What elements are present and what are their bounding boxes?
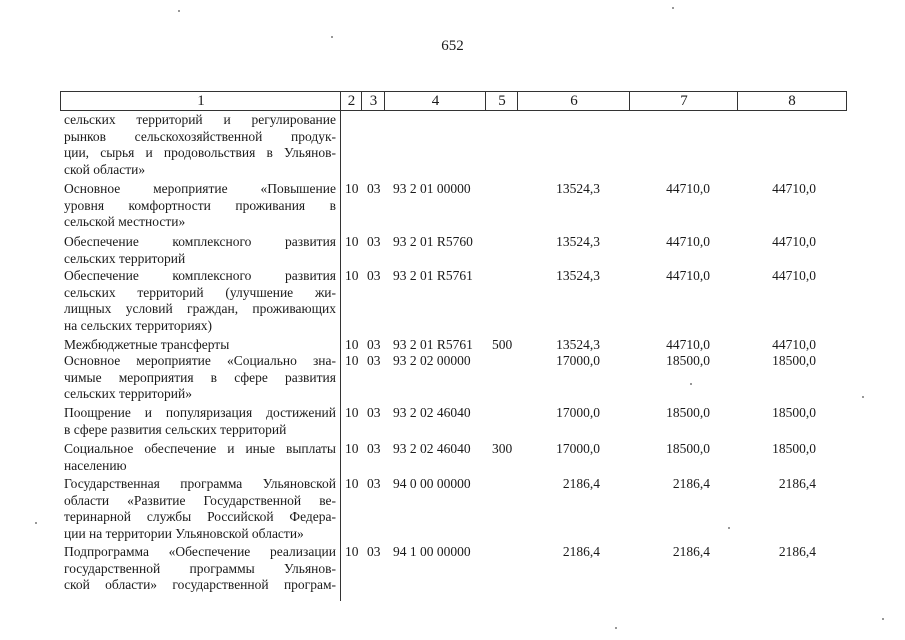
column-divider <box>517 91 518 111</box>
description-line: государственной программы Ульянов- <box>64 560 336 576</box>
amount-col-8: 44710,0 <box>772 181 816 196</box>
description-line: рынков сельскохозяйственной продук- <box>64 128 336 144</box>
amount-col-7: 2186,4 <box>672 544 710 559</box>
description-line: ции на территории Ульяновской области» <box>64 525 304 541</box>
amount-col-6: 2186,4 <box>562 476 600 491</box>
column-divider <box>629 91 630 111</box>
amount-col-8: 44710,0 <box>772 234 816 249</box>
header-col-2: 2 <box>347 93 356 109</box>
scan-speck <box>672 7 674 9</box>
description-line: Основное мероприятие «Повышение <box>64 181 336 196</box>
header-col-5: 5 <box>498 93 506 109</box>
target-article-code: 93 2 02 46040 <box>393 441 471 456</box>
description-line: Основное мероприятие «Социально зна- <box>64 353 336 368</box>
amount-col-8: 2186,4 <box>778 476 816 491</box>
description-line: уровня комфортности проживания в <box>64 197 336 213</box>
column-divider <box>361 91 362 111</box>
row-description <box>64 405 336 438</box>
target-article-code: 93 2 02 46040 <box>393 405 471 420</box>
amount-col-6: 13524,3 <box>556 181 600 196</box>
subsection-code: 03 <box>367 268 381 283</box>
header-col-7: 7 <box>680 93 688 109</box>
amount-col-7: 44710,0 <box>666 181 710 196</box>
section-code: 10 <box>345 353 359 368</box>
column-divider <box>737 91 738 111</box>
description-line: области «Развитие Государственной ве- <box>64 492 336 508</box>
description-line: сельских территорий» <box>64 386 192 402</box>
section-code: 10 <box>345 405 359 420</box>
row-description <box>64 112 336 178</box>
subsection-code: 03 <box>367 181 381 196</box>
expense-type-code: 500 <box>492 337 513 352</box>
scan-speck <box>615 627 617 629</box>
subsection-code: 03 <box>367 353 381 368</box>
subsection-code: 03 <box>367 405 381 420</box>
description-line: Обеспечение комплексного развития <box>64 234 336 249</box>
description-line: ской области» <box>64 161 146 177</box>
amount-col-7: 44710,0 <box>666 268 710 283</box>
target-article-code: 93 2 01 R5761 <box>393 337 473 352</box>
amount-col-6: 17000,0 <box>556 441 600 456</box>
subsection-code: 03 <box>367 234 381 249</box>
header-col-4: 4 <box>431 93 440 109</box>
amount-col-6: 17000,0 <box>556 405 600 420</box>
header-col-8: 8 <box>788 93 796 109</box>
row-description <box>64 476 336 542</box>
amount-col-7: 18500,0 <box>666 441 710 456</box>
row-description <box>64 337 336 354</box>
amount-col-7: 44710,0 <box>666 234 710 249</box>
description-line: сельских территорий (улучшение жи- <box>64 284 336 300</box>
description-line: Поощрение и популяризация достижений <box>64 405 336 420</box>
description-line: сельских территорий <box>64 250 186 266</box>
column-divider <box>384 91 385 111</box>
header-col-3: 3 <box>369 93 378 109</box>
row-description <box>64 441 336 474</box>
description-line: Подпрограмма «Обеспечение реализации <box>64 544 336 559</box>
target-article-code: 94 1 00 00000 <box>393 544 471 559</box>
row-description <box>64 181 336 231</box>
scan-speck <box>178 10 180 12</box>
column-divider <box>340 91 341 601</box>
description-line: сельской местности» <box>64 214 186 230</box>
scan-speck <box>35 522 37 524</box>
description-line: на сельских территориях) <box>64 317 213 333</box>
column-divider <box>485 91 486 111</box>
target-article-code: 93 2 01 00000 <box>393 181 471 196</box>
scan-speck <box>690 383 692 385</box>
target-article-code: 94 0 00 00000 <box>393 476 471 491</box>
target-article-code: 93 2 02 00000 <box>393 353 471 368</box>
description-line: Межбюджетные трансферты <box>64 337 230 352</box>
header-col-6: 6 <box>570 93 578 109</box>
description-line: ской области» государственной програм- <box>64 577 336 593</box>
subsection-code: 03 <box>367 476 381 491</box>
amount-col-6: 13524,3 <box>556 337 600 352</box>
description-line: населению <box>64 457 127 473</box>
description-line: ции, сырья и продовольствия в Ульянов- <box>64 145 336 161</box>
section-code: 10 <box>345 337 359 352</box>
scan-speck <box>331 36 333 38</box>
amount-col-7: 2186,4 <box>672 476 710 491</box>
scan-speck <box>862 396 864 398</box>
description-line: теринарной службы Российской Федера- <box>64 509 336 525</box>
page-number: 652 <box>441 38 464 54</box>
description-line: Государственная программа Ульяновской <box>64 476 336 491</box>
amount-col-8: 18500,0 <box>772 441 816 456</box>
description-line: в сфере развития сельских территорий <box>64 421 287 437</box>
amount-col-8: 18500,0 <box>772 353 816 368</box>
section-code: 10 <box>345 544 359 559</box>
expense-type-code: 300 <box>492 441 513 456</box>
description-line: Социальное обеспечение и иные выплаты <box>64 441 336 456</box>
description-line: Обеспечение комплексного развития <box>64 268 336 283</box>
amount-col-7: 18500,0 <box>666 353 710 368</box>
amount-col-8: 2186,4 <box>778 544 816 559</box>
amount-col-8: 18500,0 <box>772 405 816 420</box>
table-header-row <box>60 91 847 111</box>
scan-speck <box>882 618 884 620</box>
section-code: 10 <box>345 476 359 491</box>
section-code: 10 <box>345 268 359 283</box>
amount-col-6: 13524,3 <box>556 268 600 283</box>
amount-col-6: 2186,4 <box>562 544 600 559</box>
amount-col-6: 13524,3 <box>556 234 600 249</box>
section-code: 10 <box>345 234 359 249</box>
description-line: чимые мероприятия в сфере развития <box>64 369 336 385</box>
section-code: 10 <box>345 181 359 196</box>
target-article-code: 93 2 01 R5761 <box>393 268 473 283</box>
description-line: сельских территорий и регулирование <box>64 112 336 127</box>
amount-col-6: 17000,0 <box>556 353 600 368</box>
scan-speck <box>728 527 730 529</box>
target-article-code: 93 2 01 R5760 <box>393 234 473 249</box>
amount-col-7: 44710,0 <box>666 337 710 352</box>
amount-col-8: 44710,0 <box>772 337 816 352</box>
row-description <box>64 268 336 334</box>
section-code: 10 <box>345 441 359 456</box>
amount-col-8: 44710,0 <box>772 268 816 283</box>
row-description <box>64 234 336 267</box>
subsection-code: 03 <box>367 441 381 456</box>
subsection-code: 03 <box>367 337 381 352</box>
description-line: лищных условий граждан, проживающих <box>64 301 336 317</box>
amount-col-7: 18500,0 <box>666 405 710 420</box>
row-description <box>64 544 336 594</box>
subsection-code: 03 <box>367 544 381 559</box>
header-col-1: 1 <box>197 93 205 109</box>
row-description <box>64 353 336 403</box>
